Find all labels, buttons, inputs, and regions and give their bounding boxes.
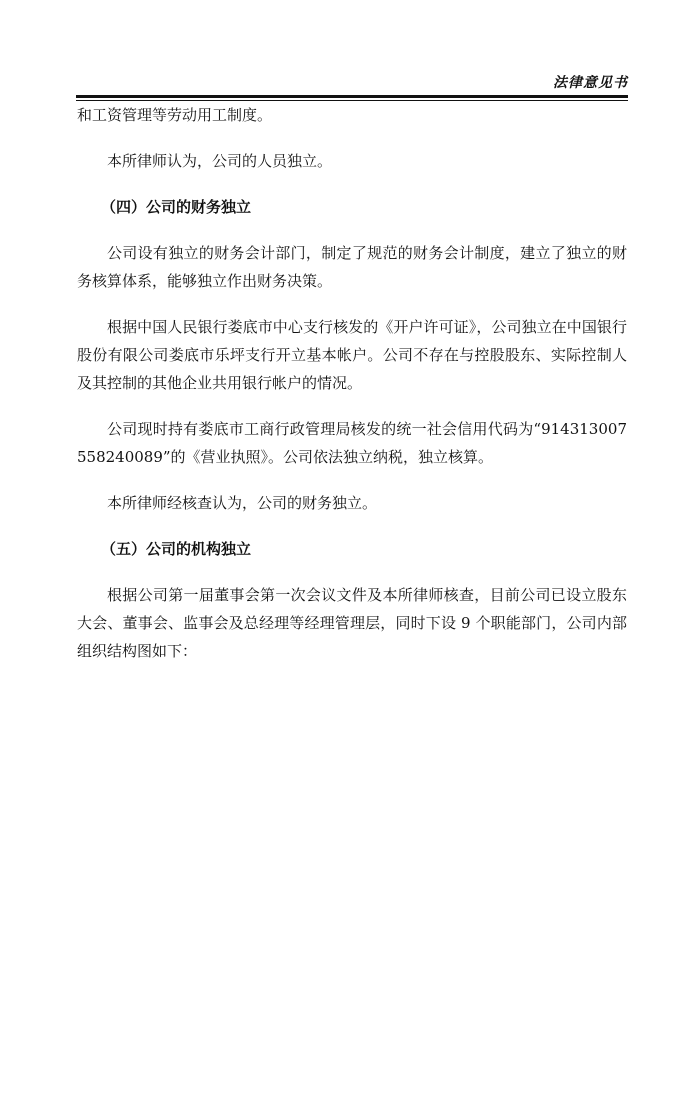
paragraph-finance-department: 公司设有独立的财务会计部门，制定了规范的财务会计制度，建立了独立的财务核算体系，能够独立作出财务决策。	[77, 244, 627, 290]
paragraph-bank-account: 根据中国人民银行娄底市中心支行核发的《开户许可证》，公司独立在中国银行股份有限公司娄底市乐坪支行开立基本帐户。公司不存在与控股股东、实际控制人及其控制的其他企业共用银行帐户的情况。	[77, 318, 627, 392]
paragraph-financial-conclusion: 本所律师经核查认为，公司的财务独立。	[107, 494, 378, 512]
paragraph-business-license: 公司现时持有娄底市工商行政管理局核发的统一社会信用代码为“914313007558240089”的《营业执照》。公司依法独立纳税，独立核算。	[77, 420, 627, 466]
section-heading-organizational-independence: （五）公司的机构独立	[101, 540, 252, 558]
paragraph-organization-structure: 根据公司第一届董事会第一次会议文件及本所律师核查，目前公司已设立股东大会、董事会、监事会及总经理等经理管理层，同时下设 9 个职能部门，公司内部组织结构图如下：	[77, 586, 627, 660]
document-body	[77, 101, 627, 683]
header-title: 法律意见书	[553, 75, 628, 91]
paragraph-personnel-conclusion: 本所律师认为，公司的人员独立。	[107, 152, 333, 170]
paragraph-continuation: 和工资管理等劳动用工制度。	[77, 106, 273, 124]
section-heading-financial-independence: （四）公司的财务独立	[101, 198, 252, 216]
